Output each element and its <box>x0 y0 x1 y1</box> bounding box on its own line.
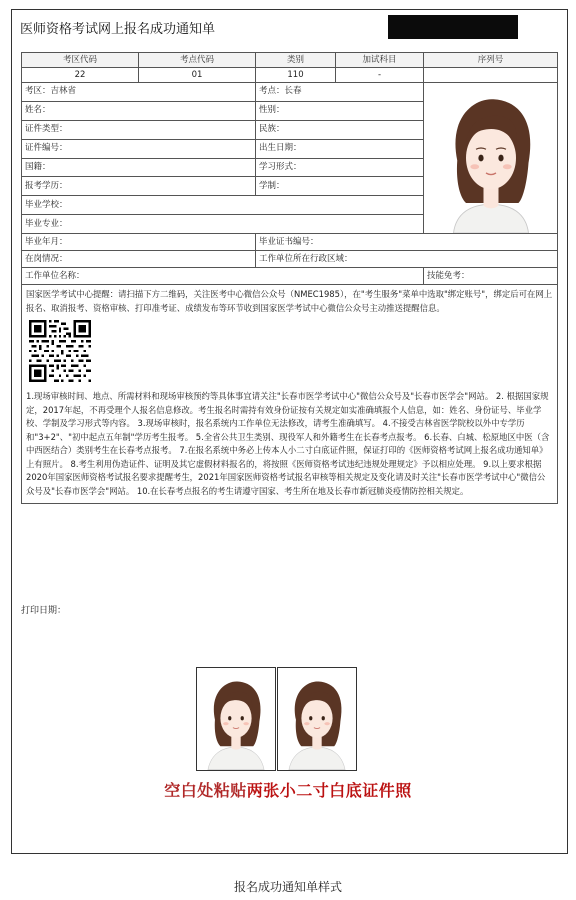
field-work-region: 工作单位所在行政区域： <box>256 251 558 268</box>
field-exam-area: 考区：吉林省 <box>22 83 256 102</box>
print-date-label: 打印日期： <box>21 606 67 616</box>
field-job-status: 在岗情况： <box>22 251 256 268</box>
photo-paste-area <box>196 667 358 773</box>
table-row <box>22 234 558 251</box>
field-id-type: 证件类型： <box>22 120 256 139</box>
field-school: 毕业学校： <box>22 196 424 215</box>
field-grad-year: 毕业年月： <box>22 234 256 251</box>
header-category: 类别 <box>256 53 336 68</box>
header-extra-subject: 加试科目 <box>336 53 424 68</box>
field-id-number: 证件编号： <box>22 139 256 158</box>
code-header-row <box>22 53 558 68</box>
header-serial-number: 序列号 <box>424 53 558 68</box>
notice-cell <box>22 285 558 504</box>
notice-row <box>22 285 558 504</box>
sample-photo-left <box>196 667 276 771</box>
notice-rules: 1.现场审核时间、地点、所需材料和现场审核预约等具体事宜请关注"长春市医学考试中心"微信公众号及"长春市医学会"网站。 2. 根据国家规定，2017年起，不再受理个人报名信息修改。考生报名时需持有效身份证按有关规定如实准确填报个人信息，如：姓名、身份证号、毕业学校、学制及学习形式等内容。 3.现场审核时，报名系统内工作单位无法修改，请考生准确填写。 4.不接受吉林省医学院校以外中专学历和"3+2"、"初中起点五年制"学历考生报考。 5.全省公共卫生类别、现役军人和外籍考生在长春考点报考。 6.长春、白城、松原地区中医（含中西医结合）类别考生在长春考点报考。 7.在报名系统中务必上传本人小二寸白底证件照，保证打印的《医师资格考试网上报名成功通知单》上有照片。 8.考生利用伪造证件、证明及其它虚假材料报名的，将按照《医师资格考试违纪违规处理规定》予以相应处理。 9.以上要求根据2020年国家医师资格考试报名要求提醒考生，2021年国家医师资格考试报名审核等相关规定及变化请及时关注"长春市医学考试中心"微信公众号及"长春市医学会"网站。 10.在长春考点报名的考生请遵守国家、考生所在地及长春市新冠肺炎疫情防控相关规定。 <box>26 391 550 496</box>
field-name: 姓名： <box>22 101 256 120</box>
field-skill-exempt: 技能免考： <box>424 268 558 285</box>
exam-site-code: 01 <box>139 68 256 83</box>
sample-photo-right <box>277 667 357 771</box>
field-education: 报考学历： <box>22 177 256 196</box>
paste-instruction <box>0 778 576 801</box>
table-row <box>22 268 558 285</box>
document-title: 医师资格考试网上报名成功通知单 <box>20 22 216 37</box>
serial-number-value <box>424 68 558 83</box>
field-exam-site: 考点：长春 <box>256 83 424 102</box>
field-study-form: 学习形式： <box>256 158 424 177</box>
figure-caption: 报名成功通知单样式 <box>233 880 342 894</box>
applicant-photo <box>424 83 558 233</box>
field-work-unit: 工作单位名称： <box>22 268 424 285</box>
portrait-icon <box>278 668 356 770</box>
paste-instruction-prefix: 空白处粘贴 <box>164 781 247 800</box>
photo-cell <box>424 83 558 234</box>
field-gender: 性别： <box>256 101 424 120</box>
paste-instruction-emphasis: 两张小二寸白底证件照 <box>246 781 412 800</box>
field-major: 毕业专业： <box>22 215 424 234</box>
redacted-block <box>388 15 518 39</box>
field-nationality: 国籍： <box>22 158 256 177</box>
field-cert-number: 毕业证书编号： <box>256 234 558 251</box>
exam-area-code: 22 <box>22 68 139 83</box>
field-degree: 学制： <box>256 177 424 196</box>
notice-intro: 国家医学考试中心提醒：请扫描下方二维码，关注医考中心微信公众号（NMEC1985），在"考生服务"菜单中选取"绑定账号"，绑定后可在网上报名、取消报考、资格审核、打印准考证、成绩发布等环节收到国家医学考试中心微信公众号主动推送提醒信息。 <box>26 289 553 313</box>
header-exam-site-code: 考点代码 <box>139 53 256 68</box>
code-value-row <box>22 68 558 83</box>
extra-subject-value: - <box>336 68 424 83</box>
portrait-icon <box>197 668 275 770</box>
field-birth-date: 出生日期： <box>256 139 424 158</box>
info-table <box>21 52 558 504</box>
category-code: 110 <box>256 68 336 83</box>
header-exam-area-code: 考区代码 <box>22 53 139 68</box>
table-row <box>22 251 558 268</box>
table-row <box>22 83 558 102</box>
field-ethnicity: 民族： <box>256 120 424 139</box>
qr-code-icon <box>29 320 91 382</box>
